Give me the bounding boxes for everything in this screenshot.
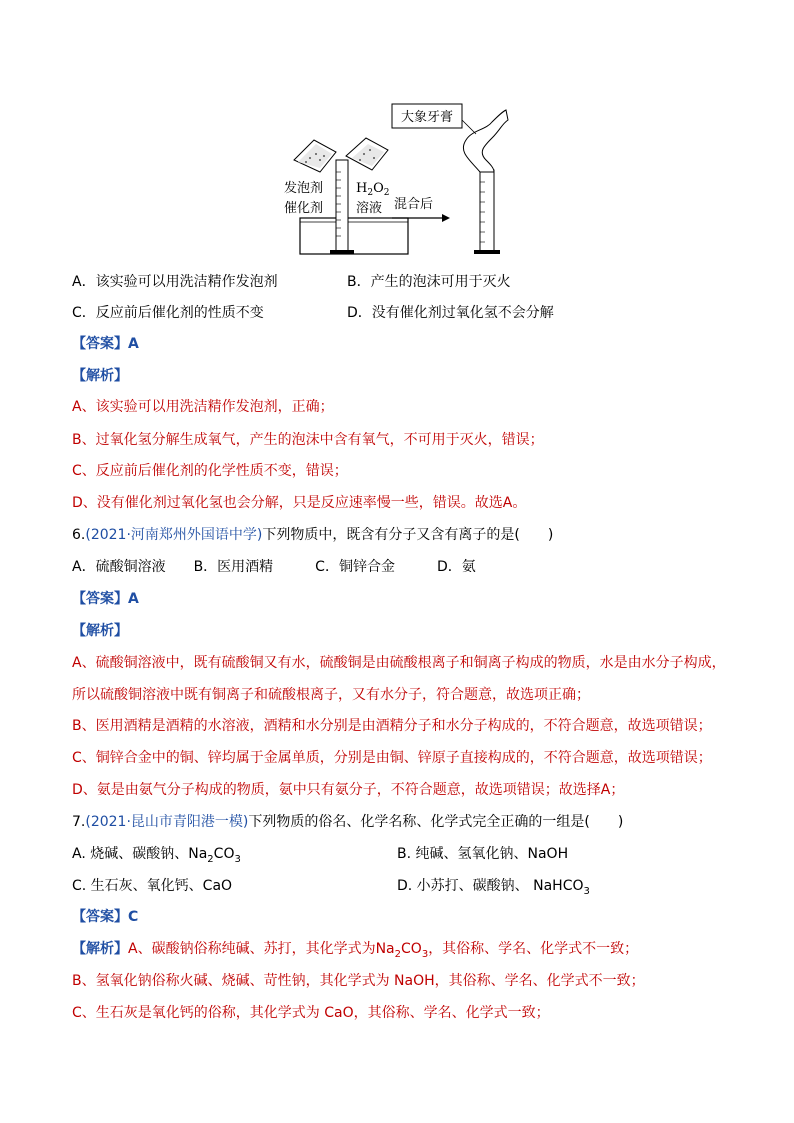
q5-analysis-b: B、过氧化氢分解生成氧气，产生的泡沫中含有氧气，不可用于灭火，错误； — [72, 432, 544, 448]
q5-analysis-d: D、没有催化剂过氧化氢也会分解，只是反应速率慢一些，错误。故选A。 — [72, 495, 527, 511]
label-solution: 溶液 — [356, 201, 383, 216]
q5-analysis-title: 【解析】 — [72, 368, 128, 384]
elephant-toothpaste-figure — [280, 100, 510, 260]
q6-answer: 【答案】A — [72, 591, 139, 607]
q5-option-a: A．该实验可以用洗洁精作发泡剂 — [72, 274, 278, 290]
q5-answer: 【答案】A — [72, 336, 139, 352]
q5-option-d: D．没有催化剂过氧化氢不会分解 — [347, 305, 554, 321]
q7-stem: 7.(2021·昆山市青阳港一模)下列物质的俗名、化学名称、化学式完全正确的一组是( ) — [72, 814, 624, 830]
q7-analysis-b: B、氢氧化钠俗称火碱、烧碱、苛性钠，其化学式为 NaOH，其俗称、学名、化学式不一致； — [72, 973, 645, 989]
graduated-cylinder-left — [336, 160, 348, 252]
q6-stem: 6.(2021·河南郑州外国语中学)下列物质中，既含有分子又含有离子的是( ) — [72, 527, 554, 543]
q5-option-c: C．反应前后催化剂的性质不变 — [72, 305, 264, 321]
q6-analysis-a-cont: 所以硫酸铜溶液中既有铜离子和硫酸根离子，又有水分子，符合题意，故选项正确； — [72, 687, 590, 703]
beaker-agent — [294, 140, 336, 172]
q6-analysis-a: A、硫酸铜溶液中，既有硫酸铜又有水，硫酸铜是由硫酸根离子和铜离子构成的物质，水是由水分子构成， — [72, 655, 726, 671]
q5-option-b: B．产生的泡沫可用于灭火 — [347, 274, 511, 290]
q6-analysis-c: C、铜锌合金中的铜、锌均属于金属单质，分别是由铜、锌原子直接构成的，不符合题意，故选项错误； — [72, 750, 712, 766]
label-catalyst: 催化剂 — [284, 201, 324, 216]
q7-analysis-a: 【解析】A、碳酸钠俗称纯碱、苏打，其化学式为$Na_2CO_3$，其俗称、学名、化学式不一致； — [72, 941, 639, 960]
q6-options: A．硫酸铜溶液 B．医用酒精 C．铜锌合金 D．氨 — [72, 559, 476, 575]
label-elephant-toothpaste: 大象牙膏 — [400, 110, 454, 125]
label-after-mixing: 混合后 — [394, 197, 434, 212]
q6-analysis-title: 【解析】 — [72, 623, 128, 639]
q6-analysis-d: D、氨是由氨气分子构成的物质，氨中只有氨分子，不符合题意，故选项错误；故选择A； — [72, 782, 625, 798]
label-h2o2: $H_2O_2$ — [356, 181, 390, 198]
q7-option-b: B. 纯碱、氢氧化钠、NaOH — [397, 846, 569, 862]
q6-analysis-b: B、医用酒精是酒精的水溶液，酒精和水分别是由酒精分子和水分子构成的，不符合题意，故选项错误； — [72, 718, 712, 734]
q7-option-a: A. 烧碱、碳酸钠、$Na_2CO_3$ — [72, 846, 241, 865]
label-foaming-agent: 发泡剂 — [284, 181, 324, 196]
q5-analysis-a: A、该实验可以用洗洁精作发泡剂，正确； — [72, 399, 334, 415]
beaker-h2o2 — [346, 138, 388, 170]
trough — [300, 218, 408, 254]
q7-option-d: D. 小苏打、碳酸钠、 NaHCO$_3$ — [397, 878, 590, 897]
q5-analysis-c: C、反应前后催化剂的化学性质不变，错误； — [72, 463, 348, 479]
q7-analysis-c: C、生石灰是氧化钙的俗称，其化学式为 CaO，其俗称、学名、化学式一致； — [72, 1005, 550, 1021]
foam-cylinder — [463, 110, 508, 254]
q7-answer: 【答案】C — [72, 909, 139, 925]
q7-option-c: C. 生石灰、氧化钙、CaO — [72, 878, 233, 894]
